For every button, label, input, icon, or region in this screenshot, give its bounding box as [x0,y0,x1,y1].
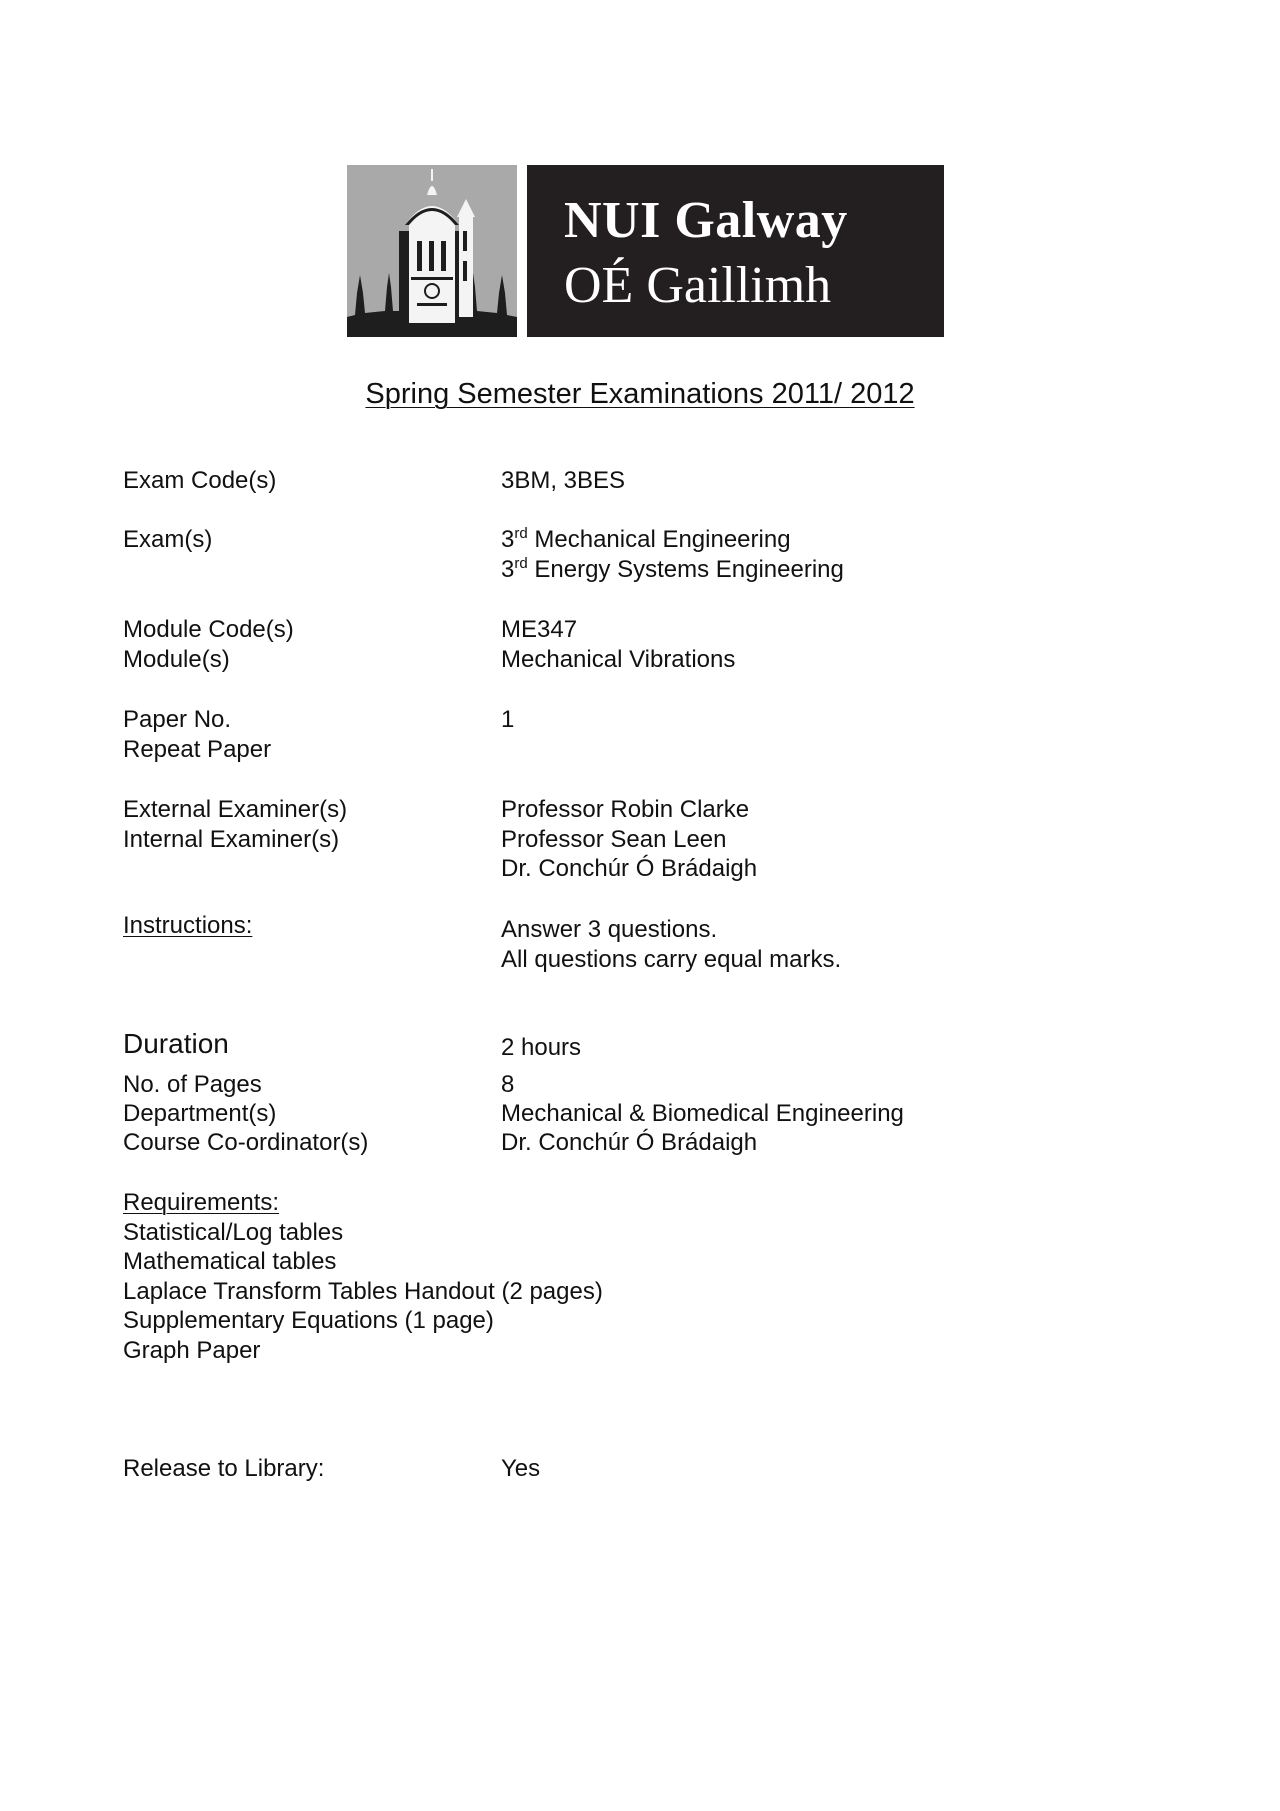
department-label: Department(s) [123,1100,277,1127]
course-coordinator-value: Dr. Conchúr Ó Brádaigh [501,1129,758,1156]
logo-line-english: NUI Galway [564,192,848,249]
paper-no-label: Paper No. [123,706,232,733]
exam-codes-value: 3BM, 3BES [501,467,626,494]
instruction-line: All questions carry equal marks. [501,946,842,973]
exams-label: Exam(s) [123,526,213,553]
release-label: Release to Library: [123,1455,325,1482]
exam-item: 3rd Mechanical Engineering [501,525,791,553]
requirement-item: Supplementary Equations (1 page) [123,1307,494,1334]
external-examiner-value: Professor Robin Clarke [501,796,750,823]
paper-no-value: 1 [501,706,515,733]
quadrangle-tower-icon [347,165,517,337]
module-code-value: ME347 [501,616,578,643]
logo-wordmark [527,165,944,337]
requirement-item: Graph Paper [123,1337,261,1364]
logo-line-irish: OÉ Gaillimh [564,257,832,314]
duration-label: Duration [123,1028,229,1059]
department-value: Mechanical & Biomedical Engineering [501,1100,904,1127]
exam-item: 3rd Energy Systems Engineering [501,555,844,583]
page-title: Spring Semester Examinations 2011/ 2012 [365,378,915,410]
internal-examiner-label: Internal Examiner(s) [123,826,340,853]
requirement-item: Statistical/Log tables [123,1219,344,1246]
university-logo [347,165,944,337]
external-examiner-label: External Examiner(s) [123,796,348,823]
internal-examiner-value: Professor Sean Leen [501,826,727,853]
module-label: Module(s) [123,646,230,673]
course-coordinator-label: Course Co-ordinator(s) [123,1129,369,1156]
instruction-line: Answer 3 questions. [501,916,718,943]
module-value: Mechanical Vibrations [501,646,736,673]
duration-value: 2 hours [501,1034,582,1061]
module-code-label: Module Code(s) [123,616,294,643]
instructions-label: Instructions: [123,912,253,939]
requirement-item: Laplace Transform Tables Handout (2 pages) [123,1278,603,1305]
no-of-pages-value: 8 [501,1071,515,1098]
no-of-pages-label: No. of Pages [123,1071,262,1098]
exam-codes-label: Exam Code(s) [123,467,277,494]
release-value: Yes [501,1455,541,1482]
requirement-item: Mathematical tables [123,1248,337,1275]
internal-examiner-value: Dr. Conchúr Ó Brádaigh [501,855,758,882]
requirements-heading: Requirements: [123,1189,280,1216]
repeat-paper-label: Repeat Paper [123,736,272,763]
